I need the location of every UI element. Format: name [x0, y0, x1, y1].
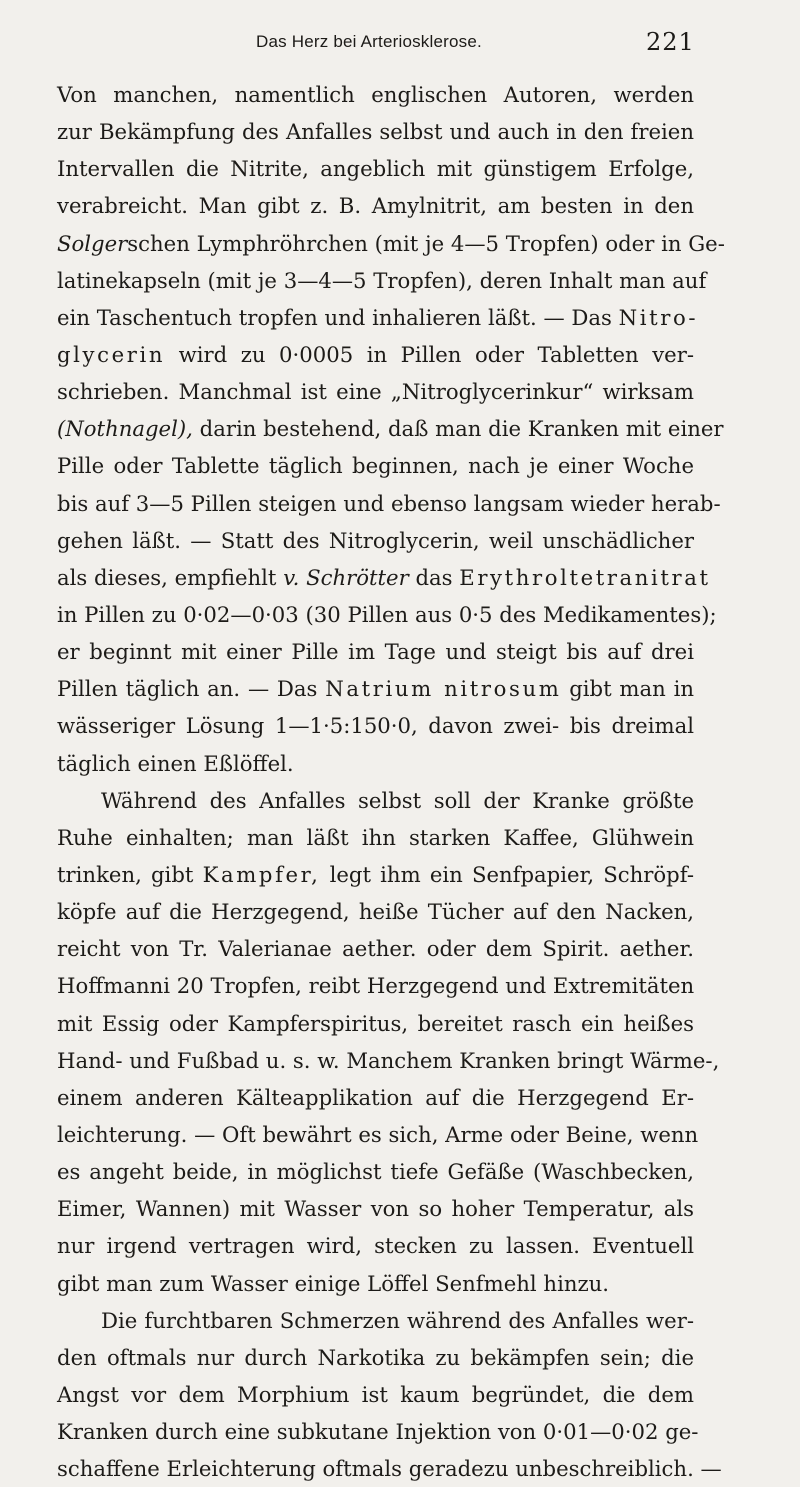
text-line [57, 1079, 694, 1116]
text-run: Hoffmanni 20 Tropfen, reibt Herzgegend und Extremitäten [57, 973, 695, 999]
text-line [57, 930, 694, 967]
text-run: bis auf 3—5 Pillen steigen und ebenso langsam wieder herab- [57, 490, 721, 516]
text-line [57, 113, 694, 150]
text-run: Von manchen, namentlich englischen Autoren, werden [57, 82, 694, 107]
text-line [57, 967, 694, 1004]
text-line [57, 187, 694, 224]
text-run: schaffene Erleichterung oftmals geradezu unbeschreiblich. — [57, 1456, 722, 1482]
text-run: täglich einen Eßlöffel. [57, 750, 294, 776]
text-line [57, 707, 694, 744]
text-line [57, 1450, 722, 1487]
text-run: gehen läßt. — Statt des Nitroglycerin, weil unschädlicher [57, 527, 694, 553]
text-run: ein Taschentuch tropfen und inhalieren läßt. — Das [57, 304, 619, 330]
text-run: Angst vor dem Morphium ist kaum begründet, die dem [57, 1381, 694, 1407]
text-run: er beginnt mit einer Pille im Tage und steigt bis auf drei [57, 639, 694, 665]
text-line [57, 1116, 699, 1153]
page-number: 221 [646, 28, 695, 56]
text-run: Die furchtbaren Schmerzen während des Anfalles wer- [101, 1307, 694, 1333]
text-run: Ruhe einhalten; man läßt ihn starken Kaffee, Glühwein [57, 824, 694, 850]
text-line [57, 373, 694, 410]
body-text [57, 76, 725, 1487]
text-run: einem anderen Kälteapplikation auf die Herzgegend Er- [57, 1084, 694, 1110]
text-run: mit Essig oder Kampferspiritus, bereitet rasch ein heißes [57, 1010, 694, 1036]
text-run: reicht von Tr. Valerianae aether. oder dem Spirit. aether. [57, 936, 694, 962]
text-run: legt ihm ein Senfpapier, Schröpf- [320, 861, 694, 887]
text-line [57, 856, 694, 893]
text-line [57, 410, 724, 447]
text-line [57, 596, 717, 633]
text-line [57, 1376, 694, 1413]
text-run: verabreicht. Man gibt z. B. Amylnitrit, am besten in den [57, 193, 694, 219]
text-line [57, 633, 694, 670]
italic-text: (Nothnagel), [57, 416, 193, 442]
text-line [57, 1153, 694, 1190]
page-header [0, 30, 800, 60]
spaced-emphasis: glycerin [57, 341, 166, 367]
text-line [57, 819, 694, 856]
text-line [57, 1265, 694, 1302]
text-line [57, 782, 694, 819]
text-run: darin bestehend, daß man die Kranken mit einer [192, 416, 724, 442]
text-run: nur irgend vertragen wird, stecken zu lassen. Eventuell [57, 1233, 694, 1259]
text-line [57, 745, 694, 782]
text-line [57, 1005, 694, 1042]
text-line [57, 559, 711, 596]
italic-text: v. Schrötter [283, 564, 409, 590]
text-run: Intervallen die Nitrite, angeblich mit günstigem Erfolge, [57, 156, 694, 182]
text-line [57, 76, 694, 113]
text-line [57, 522, 694, 559]
text-run: wässeriger Lösung 1—1·5:150·0, davon zwei- bis dreimal [57, 713, 694, 739]
spaced-emphasis: Kampfer, [202, 861, 321, 887]
text-line [57, 336, 694, 373]
text-run: es angeht beide, in möglichst tiefe Gefäße (Waschbecken, [57, 1159, 694, 1185]
text-run: Während des Anfalles selbst soll der Kranke größte [101, 787, 694, 813]
text-run: schen Lymphröhrchen (mit je 4—5 Tropfen) oder in Ge- [127, 230, 725, 256]
italic-text: Solger [57, 230, 128, 256]
text-line [57, 485, 721, 522]
text-run: wird zu 0·0005 in Pillen oder Tabletten ver- [165, 341, 694, 367]
text-run: das [408, 564, 460, 590]
spaced-emphasis: Erythroltetranitrat [459, 564, 711, 590]
text-run: als dieses, empfiehlt [57, 564, 284, 590]
text-run: leichterung. — Oft bewährt es sich, Arme oder Beine, wenn [57, 1121, 699, 1147]
spaced-emphasis: Natrium nitrosum [325, 676, 562, 702]
text-run: latinekapseln (mit je 3—4—5 Tropfen), deren Inhalt man auf [57, 267, 707, 293]
text-run: zur Bekämpfung des Anfalles selbst und auch in den freien [57, 119, 694, 145]
text-line [57, 299, 699, 336]
text-line [57, 670, 694, 707]
text-run: Hand- und Fußbad u. s. w. Manchem Kranken bringt Wärme-, [57, 1047, 720, 1073]
text-line [57, 1042, 720, 1079]
text-run: den oftmals nur durch Narkotika zu bekämpfen sein; die [57, 1344, 694, 1370]
text-line [57, 1339, 694, 1376]
text-run: in Pillen zu 0·02—0·03 (30 Pillen aus 0·5 des Medikamentes); [57, 601, 717, 627]
text-run: gibt man zum Wasser einige Löffel Senfmehl hinzu. [57, 1270, 610, 1296]
text-line [57, 262, 707, 299]
text-line [57, 1413, 699, 1450]
text-line [57, 225, 725, 262]
spaced-emphasis: Nitro- [618, 304, 699, 330]
text-line [57, 1190, 694, 1227]
text-run: Pillen täglich an. — Das [57, 676, 326, 702]
text-line [57, 1227, 694, 1264]
text-run: Kranken durch eine subkutane Injektion von 0·01—0·02 ge- [57, 1419, 699, 1445]
text-line [57, 893, 694, 930]
text-run: schrieben. Manchmal ist eine „Nitroglycerinkur“ wirksam [57, 379, 694, 405]
text-run: trinken, gibt [57, 861, 203, 887]
text-run: Pille oder Tablette täglich beginnen, nach je einer Woche [57, 453, 694, 479]
text-line [57, 150, 694, 187]
text-run: köpfe auf die Herzgegend, heiße Tücher auf den Nacken, [57, 899, 694, 925]
text-line [57, 1302, 694, 1339]
text-run: gibt man in [561, 676, 694, 702]
text-run: Eimer, Wannen) mit Wasser von so hoher Temperatur, als [57, 1196, 694, 1222]
text-line [57, 447, 694, 484]
running-head: Das Herz bei Arteriosklerose. [256, 32, 482, 51]
